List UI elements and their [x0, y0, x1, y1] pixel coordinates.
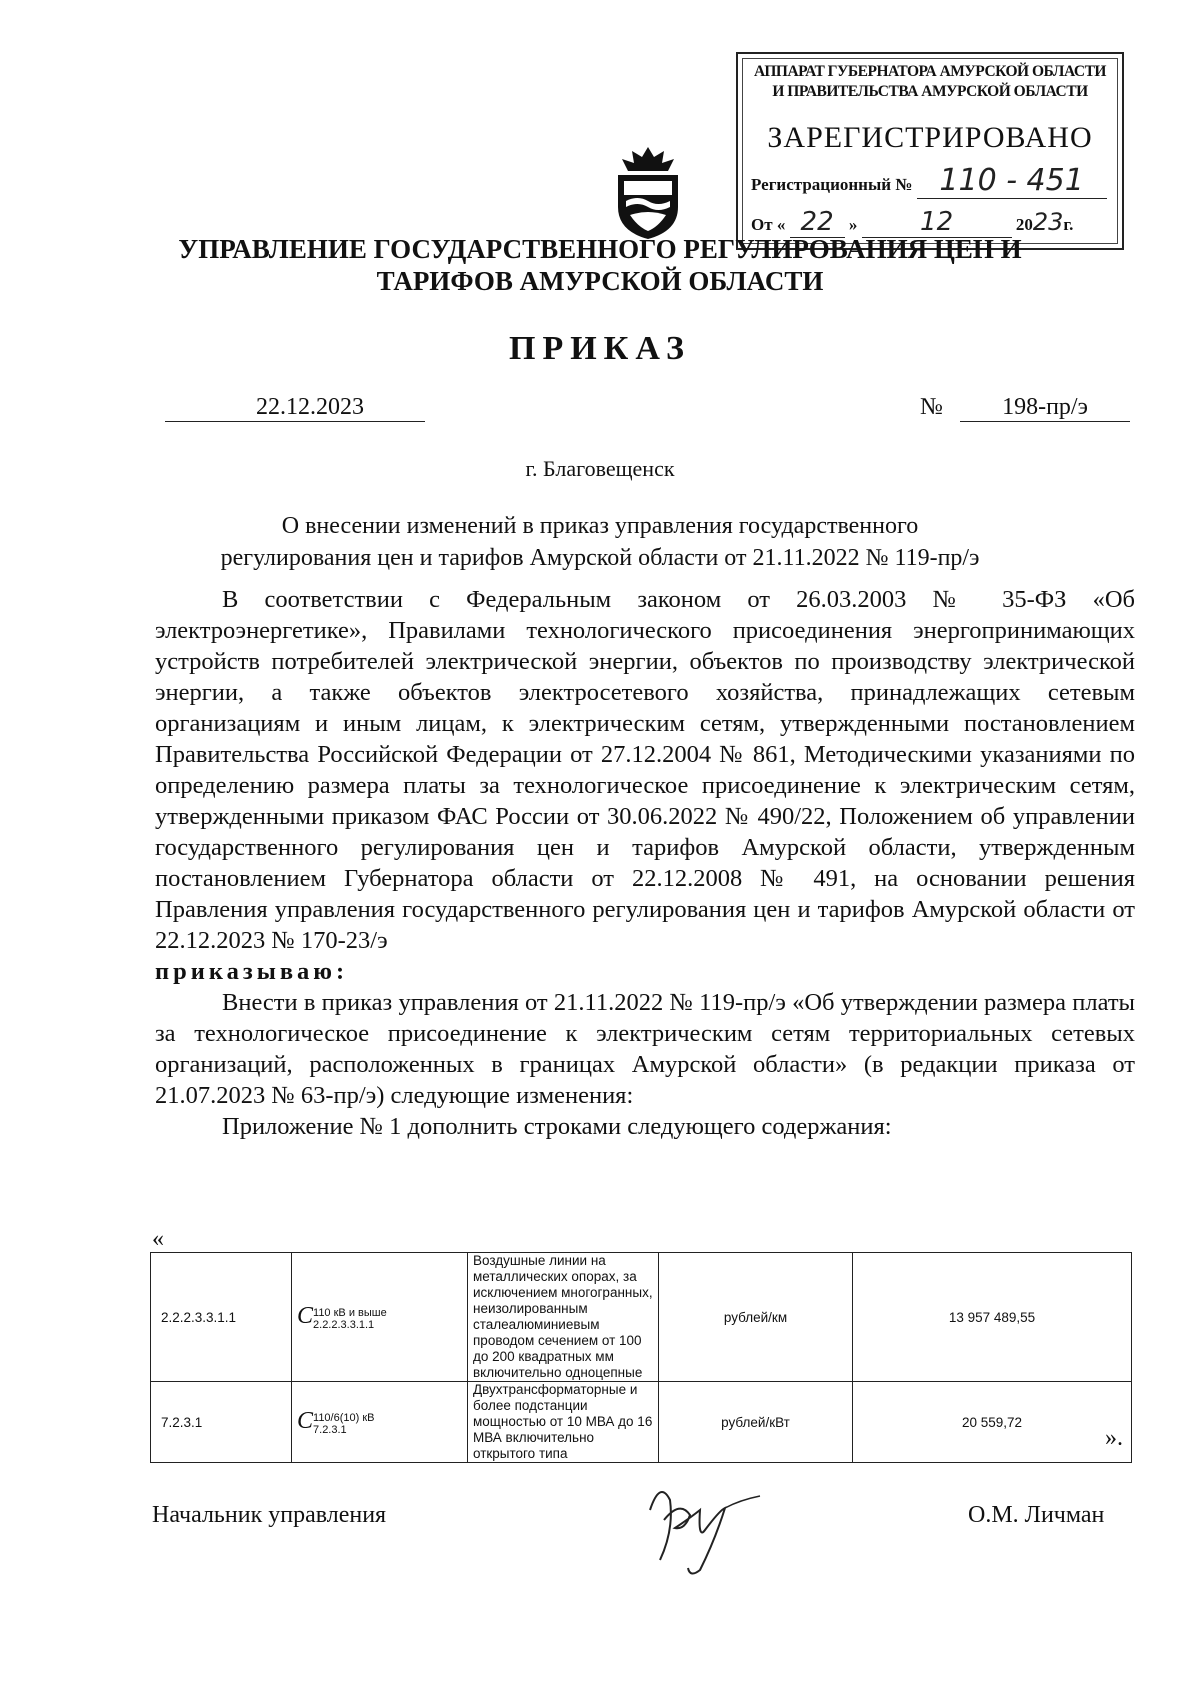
row-unit: рублей/км — [659, 1253, 853, 1382]
row-description: Двухтрансформаторные и более подстанции мощностью от 10 МВА до 16 МВА включительно открытого типа — [468, 1382, 659, 1463]
quote-open: « — [152, 1226, 164, 1252]
stamp-from-month: 12 — [862, 207, 1012, 238]
row-value: 20 559,72 — [853, 1382, 1132, 1463]
document-body — [155, 584, 1135, 1142]
rate-symbol — [292, 1382, 468, 1463]
amendment-paragraph: Внести в приказ управления от 21.11.2022 № 119-пр/э «Об утверждении размера платы за технологическое присоединение к электрическим сетям территориальных сетевых организаций, расположенных в границах Амурской области» (в редакции приказа от 21.07.2023 № 63-пр/э) следующие изменения: — [155, 989, 1135, 1109]
stamp-title: ЗАРЕГИСТРИРОВАНО — [767, 121, 1093, 154]
stamp-year-prefix: 20 — [1015, 215, 1033, 234]
stamp-year-suffix: 23 — [1032, 208, 1064, 236]
symbol-letter: C — [297, 1407, 314, 1434]
orders-heading: приказываю: — [155, 958, 349, 985]
stamp-frame — [742, 58, 1118, 244]
amendment-table — [150, 1252, 1132, 1463]
rate-symbol — [292, 1253, 468, 1382]
subject-line1: О внесении изменений в приказ управления государственного — [281, 513, 919, 539]
coat-of-arms-icon — [608, 145, 688, 241]
city: г. Благовещенск — [525, 456, 675, 481]
signatory-title: Начальник управления — [152, 1502, 387, 1528]
row-description: Воздушные линии на металлических опорах, за исключением многогранных, неизолированным сталеалюминиевым проводом сечением от 100 до 200 квадратных мм включительно одноцепные — [468, 1253, 659, 1382]
stamp-reg-row — [751, 163, 1107, 199]
preamble-paragraph: В соответствии с Федеральным законом от 26.03.2003 № 35-ФЗ «Об электроэнергетике», Правилами технологического присоединения энергопринимающих устройств потребителей электрической энергии, объектов по производству электрической энергии, а также объектов электросетевого хозяйства, принадлежащих сетевым организациям и иным лицам, к электрическим сетям, утвержденными постановлением Правительства Российской Федерации от 27.12.2004 № 861, Методическими указаниями по определению размера платы за технологическое присоединение к электрическим сетям, утвержденными приказом ФАС России от 30.06.2022 № 490/22, Положением об управлении государственного регулирования цен и тарифов Амурской области, утвержденным постановлением Губернатора области от 22.12.2008 № 491, на основании решения Правления управления государственного регулирования цен и тарифов Амурской области от 22.12.2023 № 170-23/э — [155, 586, 1135, 954]
signatory-name: О.М. Личман — [968, 1502, 1105, 1528]
agency-name-line1: УПРАВЛЕНИЕ ГОСУДАРСТВЕННОГО РЕГУЛИРОВАНИЯ ЦЕН И — [178, 234, 1022, 264]
registration-stamp — [736, 52, 1124, 250]
number-label: № — [920, 394, 943, 420]
stamp-org-line1: АППАРАТ ГУБЕРНАТОРА АМУРСКОЙ ОБЛАСТИ — [754, 63, 1106, 80]
appendix-paragraph: Приложение № 1 дополнить строками следующего содержания: — [222, 1113, 892, 1140]
table-row — [151, 1382, 1132, 1463]
stamp-from-sep: » — [848, 215, 858, 234]
stamp-reg-label: Регистрационный № — [751, 175, 913, 194]
document-number: 198-пр/э — [960, 394, 1130, 422]
table-row — [151, 1253, 1132, 1382]
document-type: ПРИКАЗ — [509, 330, 691, 367]
symbol-subscript: 7.2.3.1 — [313, 1424, 347, 1437]
stamp-org-line2: И ПРАВИТЕЛЬСТВА АМУРСКОЙ ОБЛАСТИ — [772, 83, 1088, 100]
stamp-from-day: 22 — [790, 207, 845, 238]
row-code: 7.2.3.1 — [151, 1382, 292, 1463]
row-unit: рублей/кВт — [659, 1382, 853, 1463]
stamp-year-end: г. — [1063, 215, 1074, 234]
row-code: 2.2.2.3.3.1.1 — [151, 1253, 292, 1382]
symbol-letter: C — [297, 1302, 314, 1329]
symbol-superscript: 110/6(10) кВ — [313, 1412, 375, 1425]
symbol-subscript: 2.2.2.3.3.1.1 — [313, 1319, 375, 1332]
handwritten-signature-icon — [630, 1470, 780, 1580]
symbol-superscript: 110 кВ и выше — [313, 1307, 387, 1320]
stamp-reg-number: 110 - 451 — [917, 163, 1107, 199]
stamp-from-prefix: От « — [751, 215, 786, 234]
document-subject — [0, 510, 1200, 574]
row-value: 13 957 489,55 — [853, 1253, 1132, 1382]
document-date: 22.12.2023 — [165, 394, 425, 422]
subject-line2: регулирования цен и тарифов Амурской области от 21.11.2022 № 119-пр/э — [220, 545, 980, 571]
agency-name-line2: ТАРИФОВ АМУРСКОЙ ОБЛАСТИ — [376, 266, 824, 296]
quote-close: ». — [1105, 1425, 1123, 1451]
